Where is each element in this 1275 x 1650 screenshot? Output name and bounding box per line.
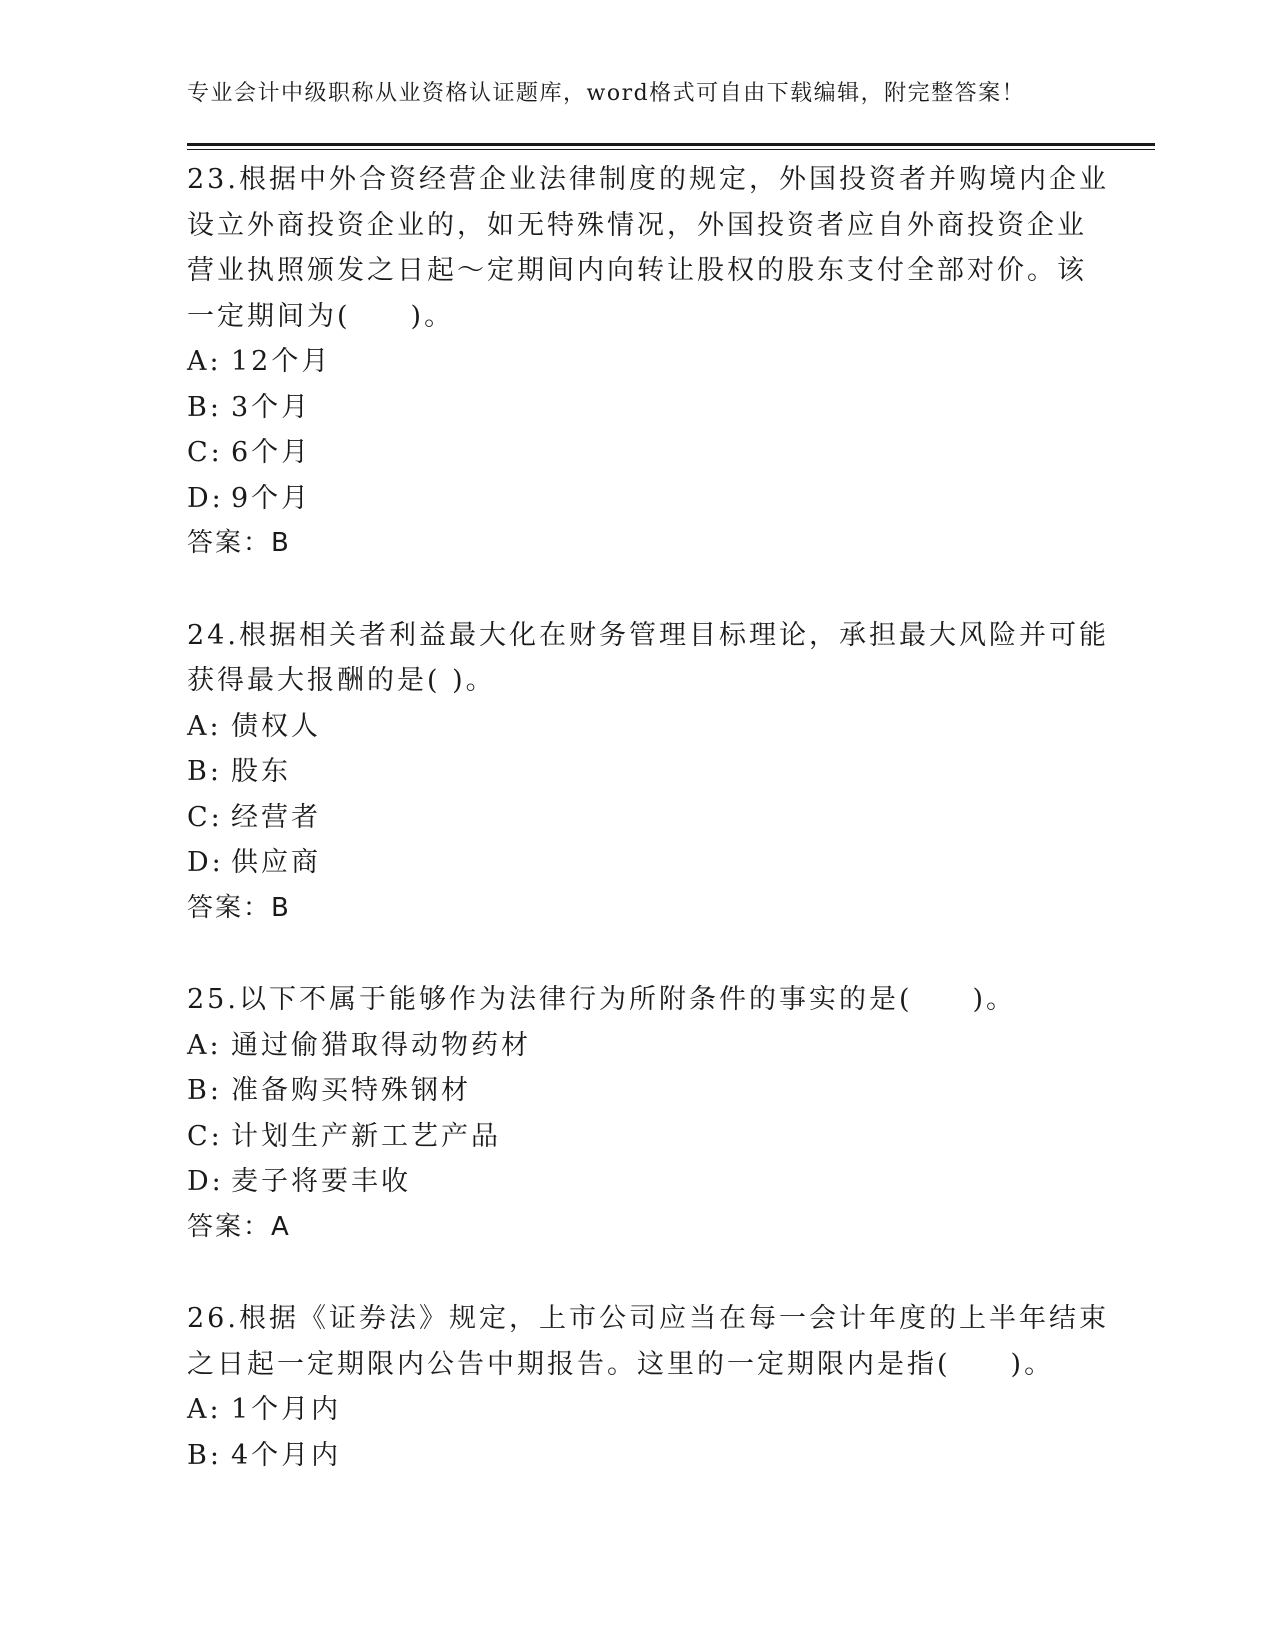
header-divider xyxy=(187,143,1155,150)
option-c xyxy=(187,1114,1087,1160)
option-c xyxy=(187,795,1087,841)
option-text: 4个月内 xyxy=(231,1439,342,1471)
option-letter: C: xyxy=(187,437,223,468)
question-stem-line: 之日起一定期限内公告中期报告。这里的一定期限内是指( )。 xyxy=(187,1348,1055,1380)
option-letter: A: xyxy=(187,1029,222,1061)
option-d xyxy=(187,1159,1087,1205)
question-23 xyxy=(187,157,1109,567)
option-letter: B: xyxy=(187,1439,222,1471)
option-text: 债权人 xyxy=(231,710,321,742)
option-letter: A: xyxy=(187,710,222,742)
option-text: 经营者 xyxy=(231,801,321,833)
question-stem-line: 设立外商投资企业的，如无特殊情况，外国投资者应自外商投资企业 xyxy=(187,209,1087,241)
question-25 xyxy=(187,977,1087,1250)
option-d xyxy=(187,840,1087,886)
option-c xyxy=(187,430,1087,476)
option-text: 股东 xyxy=(231,756,291,787)
option-letter: D: xyxy=(187,482,224,514)
option-text: 麦子将要丰收 xyxy=(231,1166,411,1197)
option-d xyxy=(187,476,1087,522)
answer-line: 答案：B xyxy=(187,892,291,923)
question-stem-line: 24.根据相关者利益最大化在财务管理目标理论，承担最大风险并可能 xyxy=(187,619,1109,651)
option-b xyxy=(187,749,1087,795)
option-b xyxy=(187,1433,1087,1479)
question-list xyxy=(187,157,1109,1524)
option-text: 准备购买特殊钢材 xyxy=(231,1075,471,1106)
option-a xyxy=(187,1387,1087,1433)
option-letter: D: xyxy=(187,847,224,878)
option-text: 1个月内 xyxy=(231,1394,342,1425)
question-stem-line: 23.根据中外合资经营企业法律制度的规定，外国投资者并购境内企业 xyxy=(187,164,1109,195)
answer-line: 答案：A xyxy=(187,1211,291,1242)
option-letter: C: xyxy=(187,1120,223,1152)
question-stem-line: 一定期间为( )。 xyxy=(187,300,455,332)
option-text: 通过偷猎取得动物药材 xyxy=(231,1029,531,1061)
option-a xyxy=(187,339,1087,385)
option-letter: B: xyxy=(187,756,222,787)
question-24 xyxy=(187,613,1109,932)
option-text: 6个月 xyxy=(231,437,312,468)
question-stem-line: 26.根据《证券法》规定，上市公司应当在每一会计年度的上半年结束 xyxy=(187,1303,1109,1334)
option-b xyxy=(187,385,1087,431)
option-letter: C: xyxy=(187,801,223,833)
question-26 xyxy=(187,1296,1109,1478)
option-text: 供应商 xyxy=(231,847,321,878)
option-letter: A: xyxy=(187,346,222,377)
option-a xyxy=(187,1023,1087,1069)
option-letter: A: xyxy=(187,1394,222,1425)
option-b xyxy=(187,1068,1087,1114)
question-stem-line: 获得最大报酬的是( )。 xyxy=(187,665,496,696)
option-letter: D: xyxy=(187,1166,224,1197)
option-a xyxy=(187,704,1087,750)
question-stem-line: 25.以下不属于能够作为法律行为所附条件的事实的是( )。 xyxy=(187,984,1017,1015)
option-letter: B: xyxy=(187,391,222,423)
option-text: 9个月 xyxy=(231,482,312,514)
question-stem-line: 营业执照颁发之日起～定期间内向转让股权的股东支付全部对价。该 xyxy=(187,255,1087,286)
page-header: 专业会计中级职称从业资格认证题库，word格式可自由下载编辑，附完整答案！ xyxy=(187,81,1026,106)
option-text: 计划生产新工艺产品 xyxy=(231,1120,501,1152)
option-letter: B: xyxy=(187,1075,222,1106)
option-text: 12个月 xyxy=(231,346,332,377)
option-text: 3个月 xyxy=(231,391,312,423)
answer-line: 答案：B xyxy=(187,528,291,558)
